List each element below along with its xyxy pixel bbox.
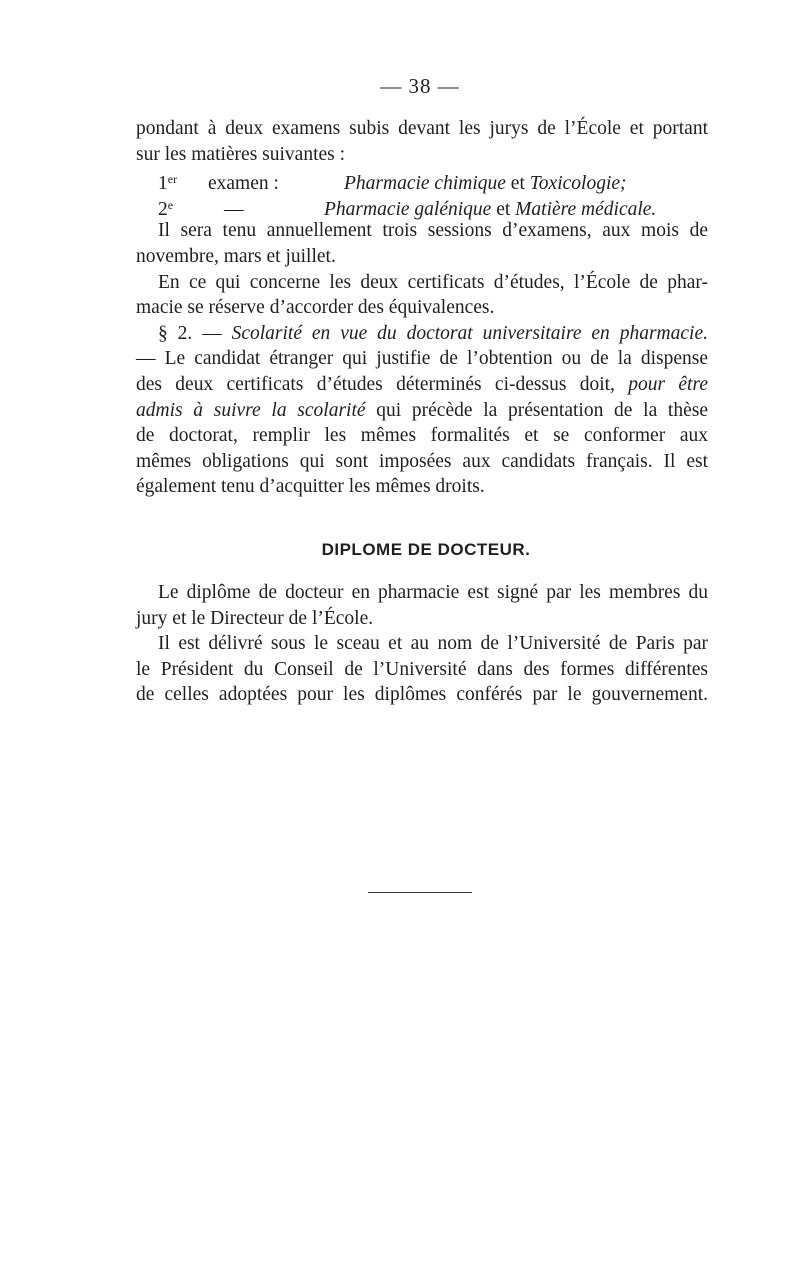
paragraph-title: Scolarité en vue du doctorat universitaire en pharmacie. (231, 322, 708, 344)
text-line: macie se réserve d’accorder des équivalences. (136, 297, 495, 319)
text-line: pondant à deux examens subis devant les jurys de l’École et portant (136, 118, 708, 139)
exam-line-2 (136, 193, 708, 219)
text-line: le Président du Conseil de l’Université dans des formes différentes (136, 658, 708, 680)
text-line: de doctorat, remplir les mêmes formalités et se conformer aux (136, 425, 708, 447)
exam-label: examen : (208, 173, 279, 195)
section-mark: § 2. — (158, 322, 222, 344)
exam-conjunction: et (510, 173, 525, 195)
text-line: Il est délivré sous le sceau et au nom de l’Université de Paris par (158, 633, 708, 655)
text-line: mêmes obligations qui sont imposées aux candidats français. Il est (136, 450, 708, 472)
text-line: des deux certificats d’études déterminés ci-dessus doit, pour être (136, 373, 708, 395)
text-line: jury et le Directeur de l’École. (136, 607, 374, 629)
text-line: de celles adoptées pour les diplômes conférés par le gouvernement. (136, 684, 708, 706)
exam-subject: Pharmacie chimique (344, 173, 506, 195)
text-line: — Le candidat étranger qui justifie de l’obtention ou de la dispense (136, 348, 708, 370)
section-heading: DIPLOME DE DOCTEUR. (321, 540, 531, 559)
end-rule (368, 892, 472, 893)
body-text-section-1 (136, 116, 708, 500)
exam-ditto-dash: — (224, 198, 244, 220)
exam-subject: Pharmacie galénique (324, 198, 492, 220)
exam-ordinal: 2e (158, 197, 174, 220)
body-text-section-2 (136, 580, 708, 708)
exam-subject: Toxicologie; (529, 173, 627, 195)
text-line: Il sera tenu annuellement trois sessions d’examens, aux mois de (158, 220, 708, 242)
paragraph-title-line (136, 321, 708, 347)
text-line: Le diplôme de docteur en pharmacie est signé par les membres du (158, 582, 708, 603)
exam-ordinal: 1er (158, 172, 178, 195)
text-line: novembre, mars et juillet. (136, 245, 336, 267)
exam-conjunction: et (496, 198, 511, 220)
text-line: également tenu d’acquitter les mêmes droits. (136, 476, 485, 498)
text-line: sur les matières suivantes : (136, 143, 346, 165)
exam-line-1 (136, 167, 708, 193)
text-line: En ce qui concerne les deux certificats d’études, l’École de phar- (158, 271, 708, 293)
page-number: — 38 — (380, 74, 460, 98)
text-line: admis à suivre la scolarité qui précède la présentation de la thèse (136, 399, 709, 421)
exam-subject: Matière médicale. (515, 198, 657, 220)
